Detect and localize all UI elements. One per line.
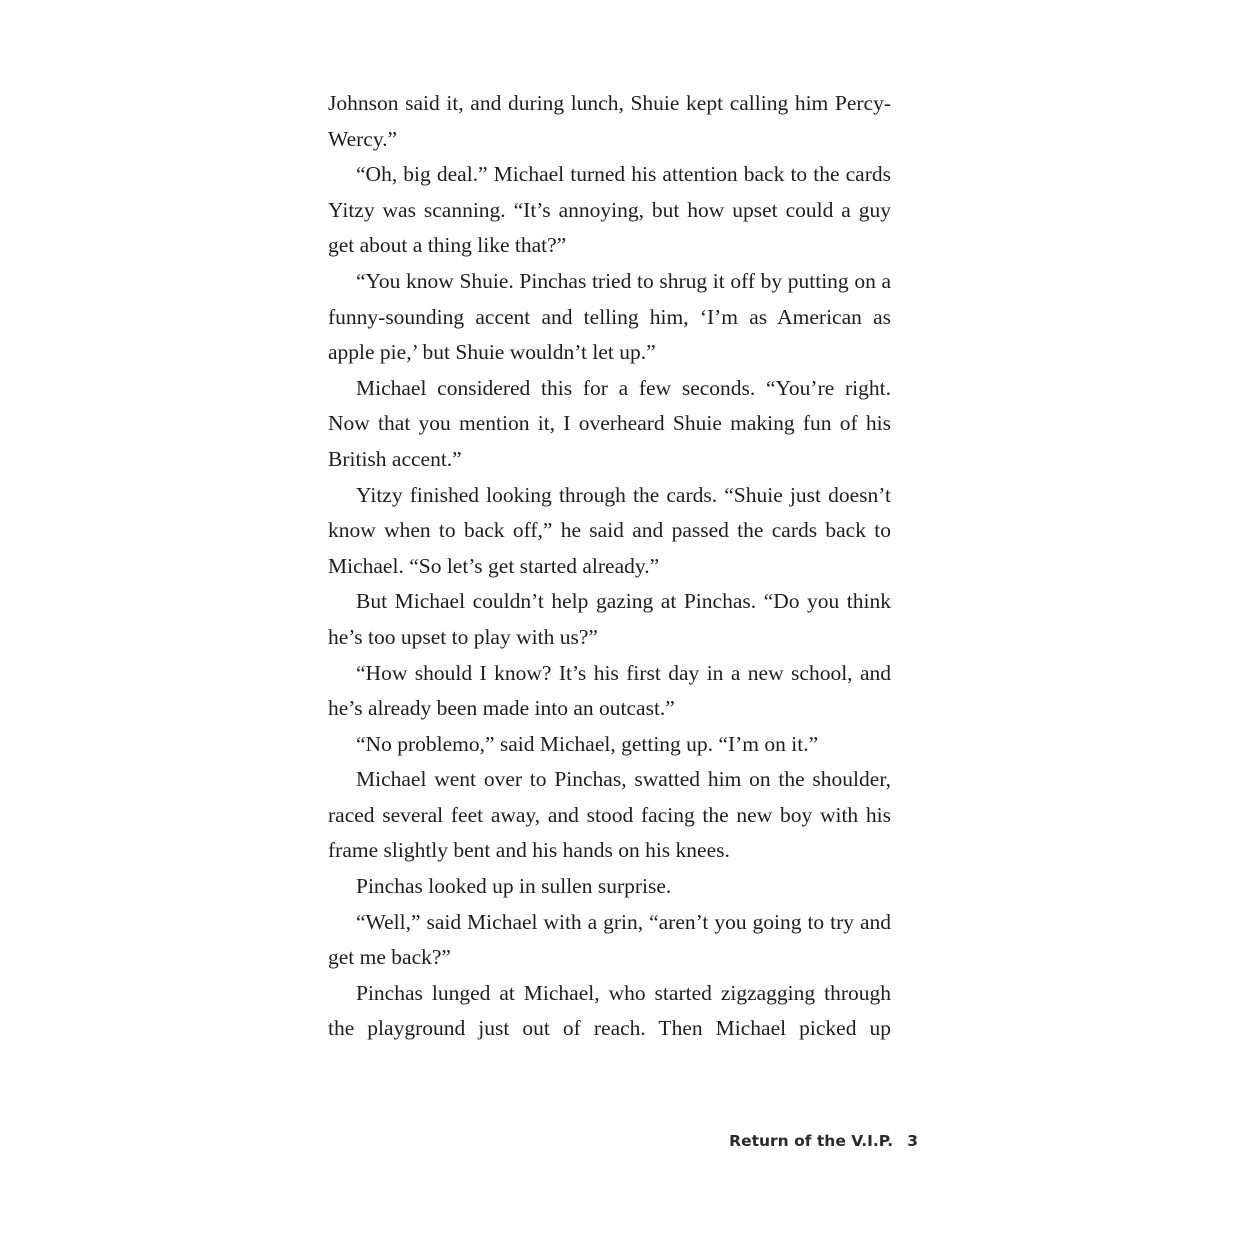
- paragraph: “No problemo,” said Michael, getting up. “I’m on it.”: [356, 731, 819, 756]
- running-footer: [729, 1132, 918, 1150]
- paragraph: “Well,” said Michael with a grin, “aren’t you going to try and get me back?”: [328, 909, 891, 970]
- paragraph: Pinchas looked up in sullen surprise.: [356, 874, 672, 899]
- paragraph: “How should I know? It’s his first day in a new school, and he’s already been made into an outcast.”: [328, 660, 891, 721]
- paragraph-continued: Johnson said it, and during lunch, Shuie kept calling him Percy-Wercy.”: [328, 91, 891, 151]
- paragraph: “Oh, big deal.” Michael turned his attention back to the cards Yitzy was scanning. “It’s annoying, but how upset could a guy get about a thing like that?”: [328, 162, 891, 258]
- paragraph: “You know Shuie. Pinchas tried to shrug it off by putting on a funny-sounding accent and telling him, ‘I’m as American as apple pie,’ but Shuie wouldn’t let up.”: [328, 268, 891, 365]
- paragraph: Michael considered this for a few seconds. “You’re right. Now that you mention it, I overheard Shuie making fun of his British accent.”: [328, 375, 891, 471]
- running-title: Return of the V.I.P.: [729, 1132, 894, 1150]
- paragraph: Michael went over to Pinchas, swatted him on the shoulder, raced several feet away, and stood facing the new boy with his frame slightly bent and his hands on his knees.: [328, 767, 891, 863]
- body-text: [328, 86, 891, 1047]
- paragraph: Yitzy finished looking through the cards. “Shuie just doesn’t know when to back off,” he said and passed the cards back to Michael. “So let’s get started already.”: [328, 482, 891, 578]
- paragraph-run-on: Pinchas lunged at Michael, who started zigzagging through the playground just out of reach. Then Michael picked up: [328, 980, 891, 1041]
- paragraph: But Michael couldn’t help gazing at Pinchas. “Do you think he’s too upset to play with us?”: [328, 589, 891, 649]
- page-number: 3: [907, 1132, 918, 1150]
